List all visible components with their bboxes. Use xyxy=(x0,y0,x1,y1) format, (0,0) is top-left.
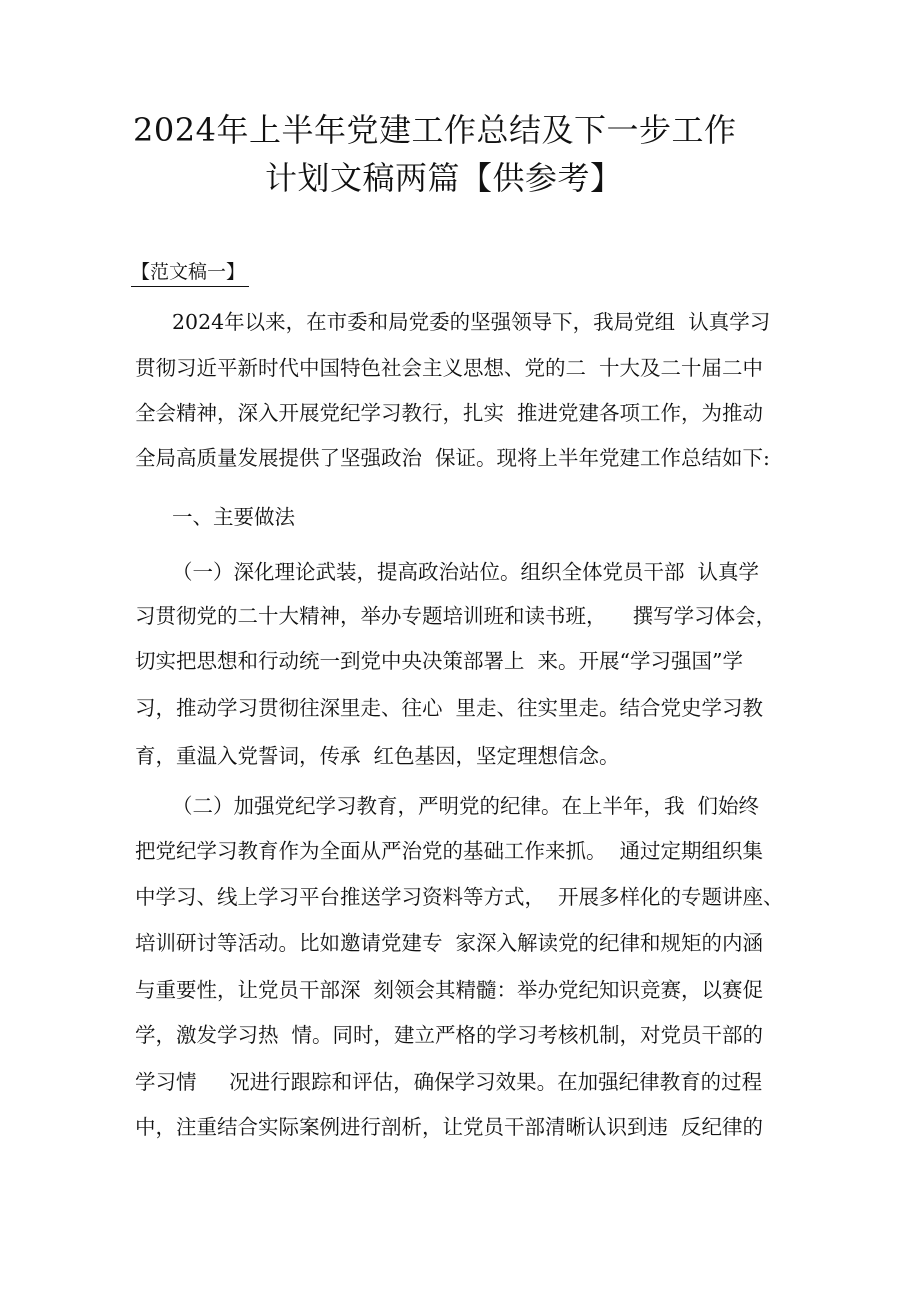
paragraph-line: 与重要性，让党员干部深 刻领会其精髓：举办党纪知识竞赛，以赛促 xyxy=(135,978,764,1002)
paragraph-line: 把党纪学习教育作为全面从严治党的基础工作来抓。 通过定期组织集 xyxy=(135,839,764,863)
paragraph-line: 中学习、线上学习平台推送学习资料等方式， 开展多样化的专题讲座、 xyxy=(135,885,784,909)
paragraph-line: 育，重温入党誓词，传承 红色基因，坚定理想信念。 xyxy=(135,744,620,768)
document-title-line-2: 计划文稿两篇【供参考】 xyxy=(265,159,623,197)
section-label: 【范文稿一】 xyxy=(131,258,249,287)
paragraph-line: 全会精神，深入开展党纪学习教行，扎实 推进党建各项工作，为推动 xyxy=(135,401,764,425)
paragraph-line: （一）深化理论武装，提高政治站位。组织全体党员干部 认真学 xyxy=(172,560,760,584)
paragraph-line: 贯彻习近平新时代中国特色社会主义思想、党的二 十大及二十届二中 xyxy=(135,356,764,380)
paragraph-line: 学，激发学习热 情。同时，建立严格的学习考核机制，对党员干部的 xyxy=(135,1023,764,1047)
section-heading: 一、主要做法 xyxy=(172,505,295,529)
paragraph-line: 习，推动学习贯彻往深里走、往心 里走、往实里走。结合党史学习教 xyxy=(135,696,764,720)
paragraph-line: 全局高质量发展提供了坚强政治 保证。现将上半年党建工作总结如下: xyxy=(135,446,770,470)
paragraph-line: 2024年以来，在市委和局党委的坚强领导下，我局党组 认真学习 xyxy=(172,310,771,334)
paragraph-line: 切实把思想和行动统一到党中央决策部署上 来。开展“学习强国”学 xyxy=(135,649,743,673)
paragraph-line: 中，注重结合实际案例进行剖析，让党员干部清晰认识到违 反纪律的 xyxy=(135,1115,764,1139)
paragraph-line: （二）加强党纪学习教育，严明党的纪律。在上半年，我 们始终 xyxy=(172,794,760,818)
paragraph-line: 培训研讨等活动。比如邀请党建专 家深入解读党的纪律和规矩的内涵 xyxy=(135,931,764,955)
paragraph-line: 学习情 况进行跟踪和评估，确保学习效果。在加强纪律教育的过程 xyxy=(135,1070,763,1094)
document-title-line-1: 2024年上半年党建工作总结及下一步工作 xyxy=(133,111,737,149)
paragraph-line: 习贯彻党的二十大精神，举办专题培训班和读书班， 撰写学习体会， xyxy=(135,604,777,628)
